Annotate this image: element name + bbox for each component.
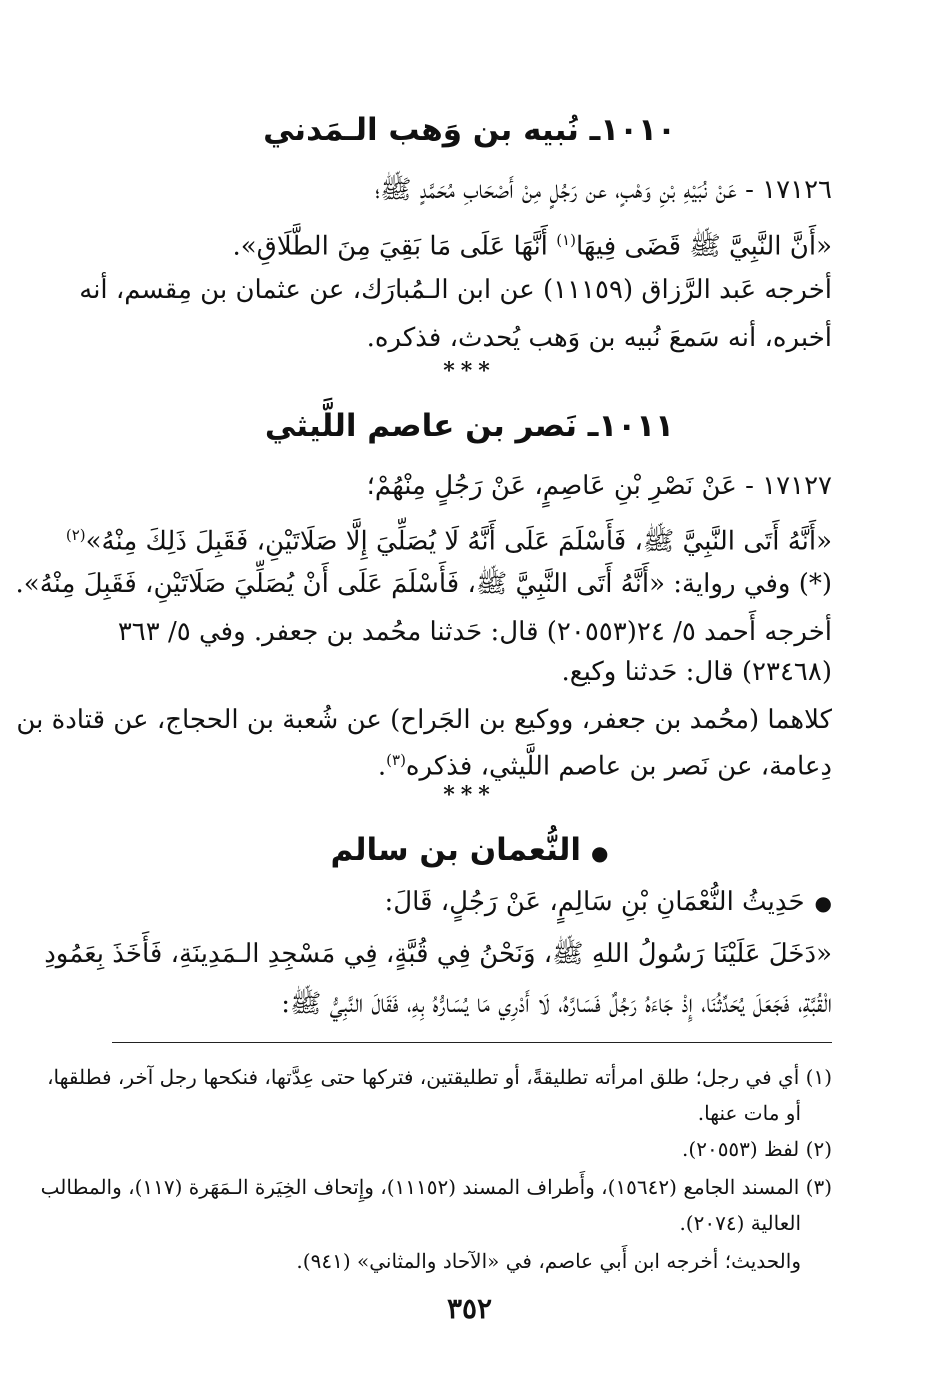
footnote-1-line-1: (١) أي في رجل؛ طلق امرأته تطليقةً، أو تطليقتين، فتركها حتى عِدَّتها، فنكحها رجل آخر، فطلقها، [47, 1065, 832, 1089]
footnote-ref-3: (٣) [386, 751, 406, 769]
entry-heading-1010: ١٠١٠ـ نُبيه بن وَهب الـمَدني [263, 112, 676, 148]
footnote-3-line-1: (٣) المسند الجامع (١٥٦٤٢)، وأَطراف المسند (١١١٥٢)، وإِتحاف الخِيَرة الـمَهَرة (١١٧)، والمطالب [40, 1175, 832, 1199]
hadith-17126-matn [107, 222, 832, 265]
hadith-17126-isnad: ١٧١٢٦ - عَنْ نُبَيْهِ بْنِ وَهْبٍ، عن رَجُلٍ مِنْ أَصْحَابِ مُحَمَّدٍ ﷺ؛ [374, 175, 832, 205]
hadith-17127-isnad: ١٧١٢٧ - عَنْ نَصْرِ بْنِ عَاصِمٍ، عَنْ رَجُلٍ مِنْهُمْ؛ [366, 471, 832, 501]
footnote-ref-2: (٢) [65, 526, 86, 544]
period: . [377, 751, 387, 782]
footnote-1-line-2: أو مات عنها. [697, 1101, 801, 1125]
footnote-2: (٢) لفظ (٢٠٥٥٣). [682, 1137, 832, 1161]
takhrij-text: دِعامة، عن نَصر بن عاصم اللَّيثي، فذكره [405, 751, 832, 782]
footnote-divider [112, 1042, 832, 1043]
matn-part-2: أَنَّهَا عَلَى مَا بَقِيَ مِنَ الطَّلَاقِ». [232, 231, 548, 262]
bullet-icon: ● [591, 841, 609, 865]
takhrij-line-1: أخرجه عَبد الرَّزاق (١١١٥٩) عن ابن الـمُبارَك، عن عثمان بن مِقسم، أنه [79, 275, 832, 305]
hadith-17127-matn [65, 517, 832, 560]
bullet-icon: ● [814, 891, 832, 915]
footnote-3-line-3: والحديث؛ أخرجه ابن أَبي عاصم، في «الآحاد والمثاني» (٩٤١). [296, 1249, 801, 1273]
entry-heading-1011: ١٠١١ـ نَصر بن عاصم اللَّيثي [264, 408, 675, 444]
hadith-numan-matn-2: الْقُبَّةِ، فَجَعَلَ يُحَدِّثُنَا، إِذْ جَاءَهُ رَجُلٌ فَسَارَّهُ، لَا أَدْرِي مَا يُسَارُّهُ بِهِ، فَقَالَ النَّبِيُّ ﷺ: [281, 989, 832, 1019]
matn-text: «أَنَّهُ أَتَى النَّبِيَّ ﷺ، فَأَسْلَمَ عَلَى أَنَّهُ لَا يُصَلِّيَ إِلَّا صَلَاتَيْنِ، فَقَبِلَ ذَلِكَ مِنْهُ» [85, 526, 832, 557]
takhrij-line-4 [107, 742, 832, 785]
takhrij-line-2: أخبره، أنه سَمعَ نُبيه بن وَهب يُحدث، فذكره. [366, 323, 832, 353]
takhrij-line-3: كلاهما (محُمد بن جعفر، ووكيع بن الجَراح) عن شُعبة بن الحجاج، عن قتادة بن [16, 705, 832, 735]
riwaya-line: (*) وفي رواية: «أَنَّهُ أَتَى النَّبِيَّ ﷺ، فَأَسْلَمَ عَلَى أَنْ يُصَلِّيَ صَلَاتَيْنِ، فَقَبِلَ مِنْهُ». [15, 569, 832, 599]
matn-part-1: «أَنَّ النَّبِيَّ ﷺ قَضَى فِيهَا [575, 231, 832, 262]
section-separator: *** [443, 358, 496, 384]
heading-text: النُّعمان بن سالم [330, 832, 582, 868]
footnote-ref-1: (١) [556, 231, 576, 249]
takhrij-line-2: (٢٣٤٦٨) قال: حَدثنا وكيع. [561, 657, 832, 687]
hadith-numan-isnad [107, 884, 832, 921]
isnad-text: حَدِيثُ النُّعْمَانِ بْنِ سَالِمٍ، عَنْ رَجُلٍ، قَالَ: [384, 887, 805, 917]
page-number: ٣٥٢ [446, 1292, 493, 1325]
section-separator: *** [443, 782, 496, 808]
footnote-3-line-2: العالية (٢٠٧٤). [679, 1211, 801, 1235]
hadith-numan-matn-1: «دَخَلَ عَلَيْنَا رَسُولُ اللهِ ﷺ، وَنَحْنُ فِي قُبَّةٍ، فِي مَسْجِدِ الـمَدِينَةِ، فَأَخَذَ بِعَمُودِ [44, 939, 832, 969]
takhrij-line-1: أخرجه أَحمد ٥/ ٢٤(٢٠٥٥٣) قال: حَدثنا محُمد بن جعفر. وفي ٥/ ٣٦٣ [117, 617, 832, 647]
entry-heading-numan [0, 832, 939, 868]
